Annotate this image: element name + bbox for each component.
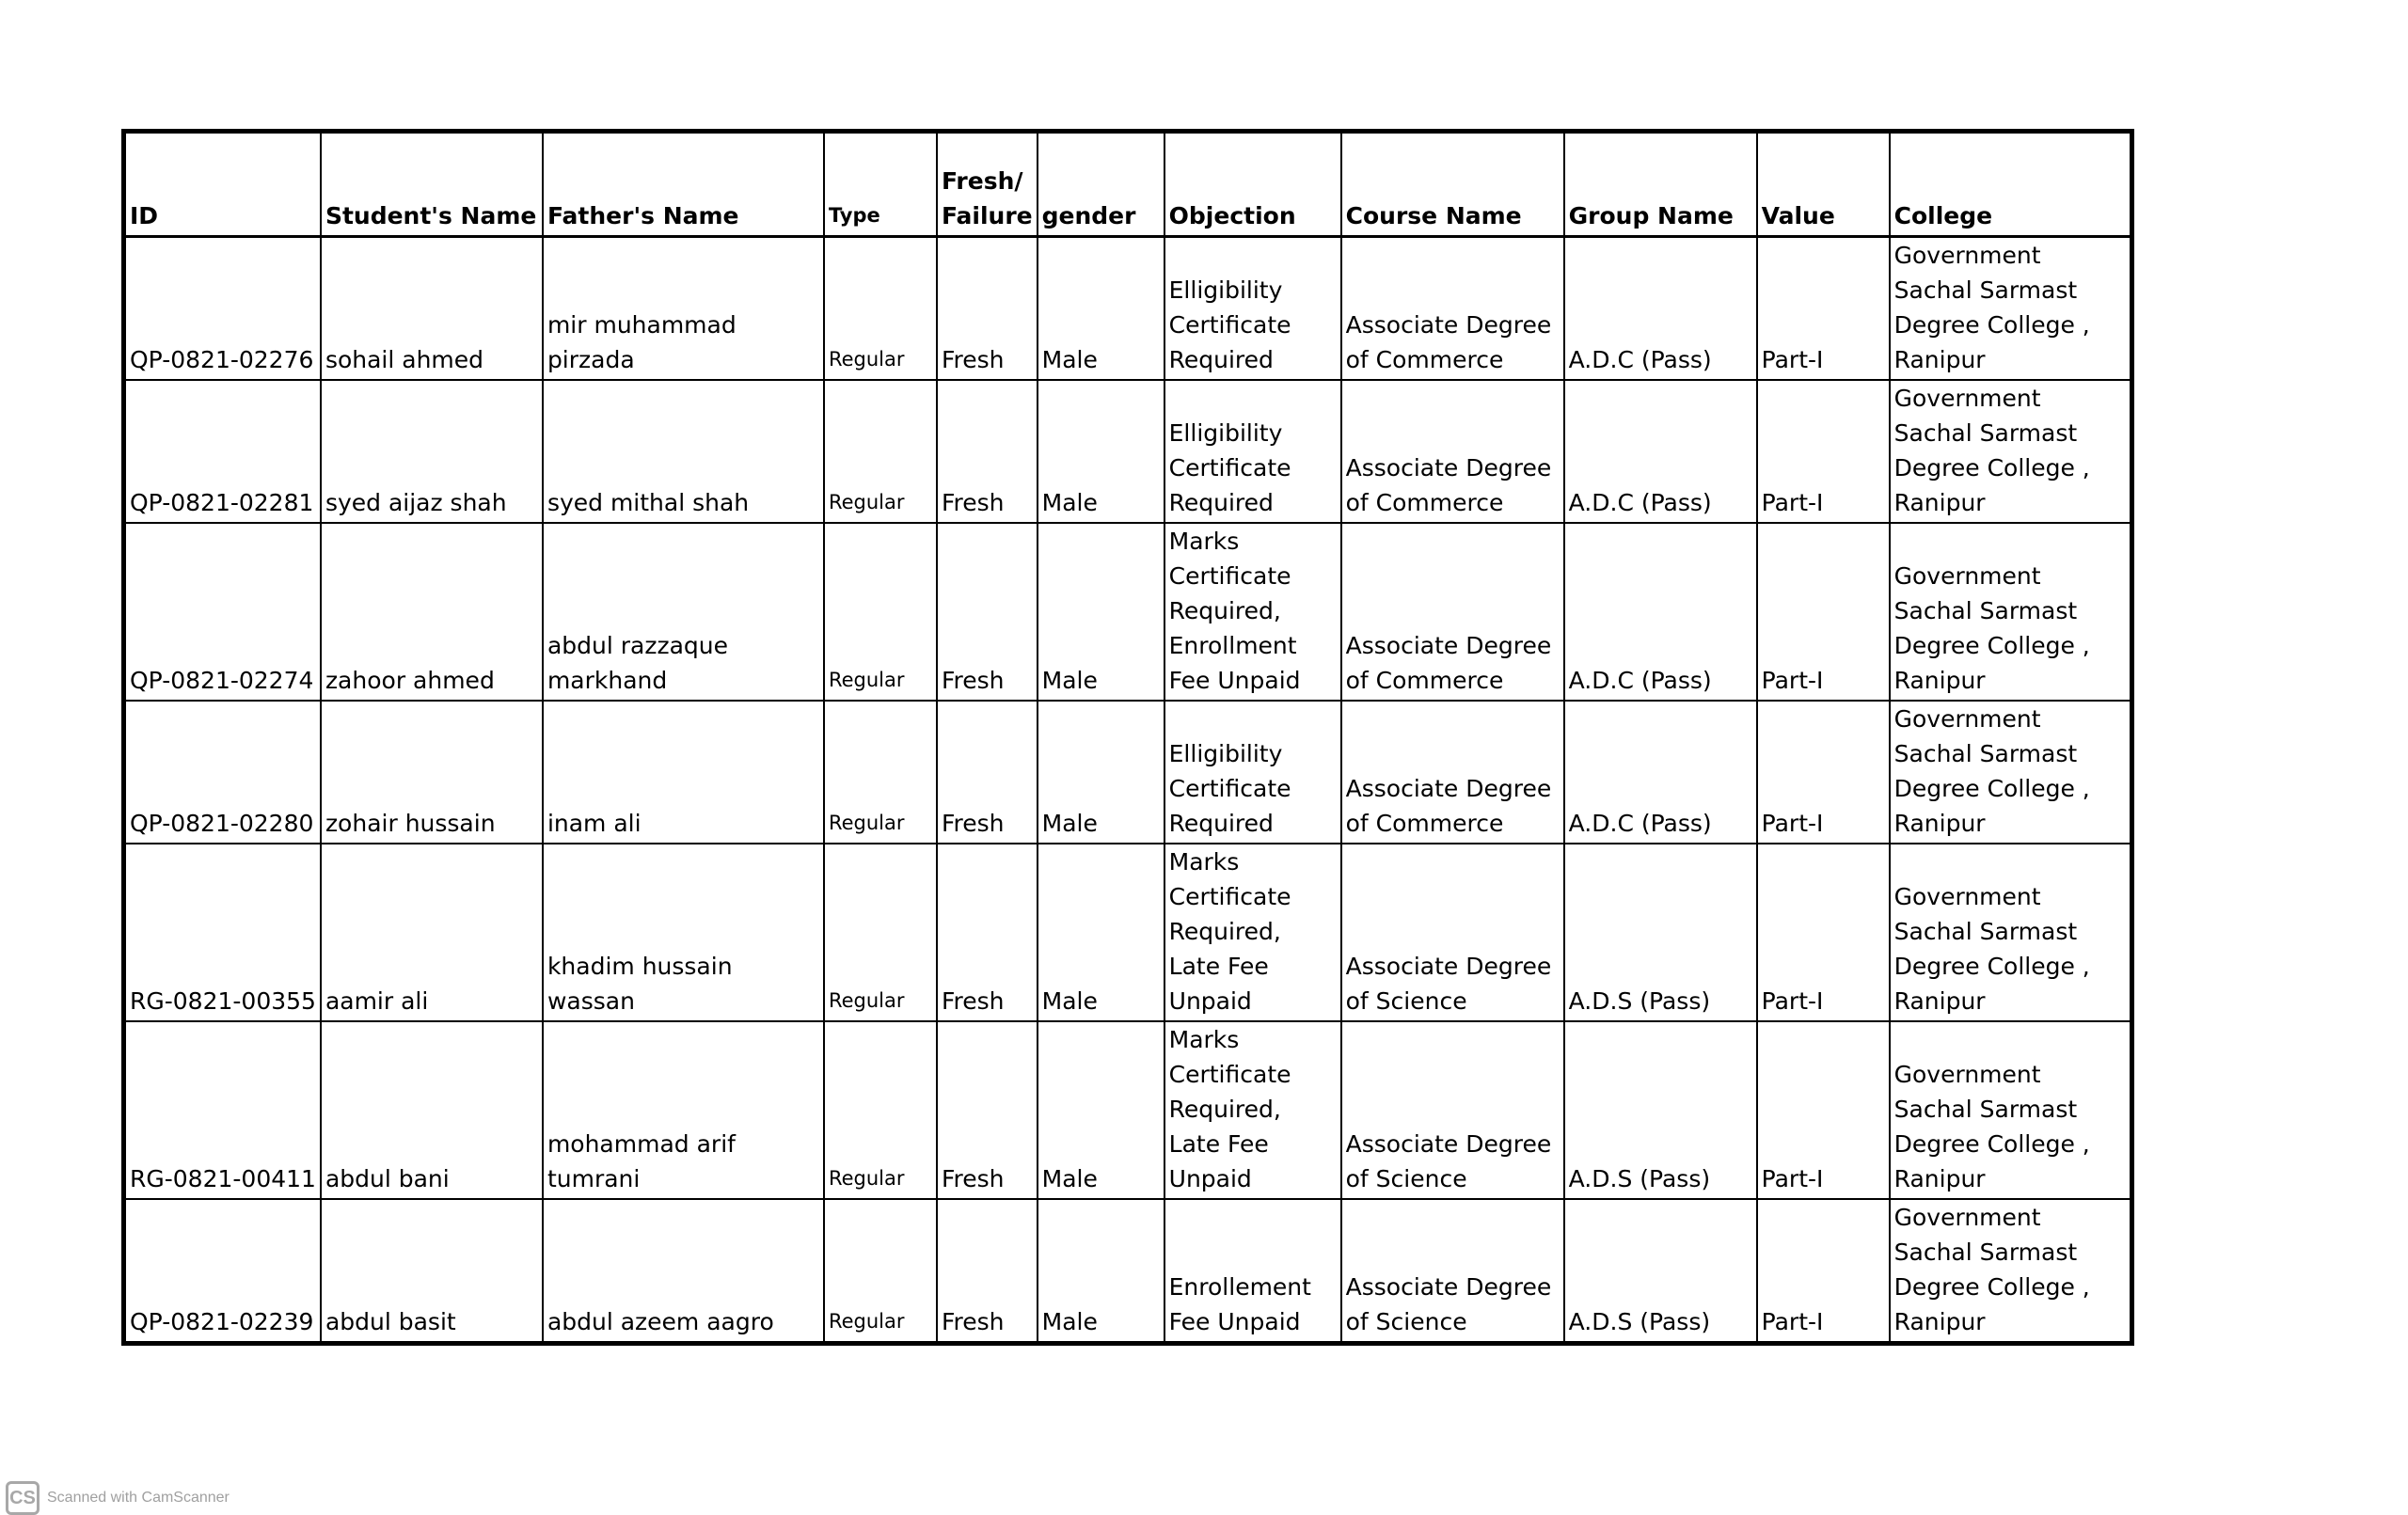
table-row [124, 380, 2132, 523]
cell-value: Part-I [1757, 380, 1890, 523]
cell-objection: Marks Certificate Required, Late Fee Unpaid [1164, 1021, 1341, 1199]
cell-group-name: A.D.C (Pass) [1564, 523, 1757, 701]
cell-value: Part-I [1757, 701, 1890, 844]
cell-student-name: zohair hussain [321, 701, 543, 844]
cell-college: Government Sachal Sarmast Degree College , Ranipur [1890, 237, 2132, 381]
cell-id: RG-0821-00411 [124, 1021, 321, 1199]
cell-fresh-failure: Fresh [937, 701, 1038, 844]
cell-student-name: sohail ahmed [321, 237, 543, 381]
cell-objection: Elligibility Certificate Required [1164, 237, 1341, 381]
cell-gender: Male [1038, 1199, 1164, 1344]
table-row [124, 1021, 2132, 1199]
header-student-name: Student's Name [321, 132, 543, 237]
table-row [124, 523, 2132, 701]
cell-father-name: syed mithal shah [543, 380, 824, 523]
cell-course-name: Associate Degree of Commerce [1341, 380, 1564, 523]
header-objection: Objection [1164, 132, 1341, 237]
header-value: Value [1757, 132, 1890, 237]
camscanner-logo-icon: CS [6, 1481, 40, 1515]
header-father-name: Father's Name [543, 132, 824, 237]
cell-college: Government Sachal Sarmast Degree College , Ranipur [1890, 380, 2132, 523]
cell-father-name: mohammad arif tumrani [543, 1021, 824, 1199]
cell-group-name: A.D.C (Pass) [1564, 237, 1757, 381]
cell-id: RG-0821-00355 [124, 844, 321, 1021]
cell-id: QP-0821-02276 [124, 237, 321, 381]
cell-fresh-failure: Fresh [937, 380, 1038, 523]
cell-value: Part-I [1757, 1021, 1890, 1199]
cell-course-name: Associate Degree of Science [1341, 1199, 1564, 1344]
cell-id: QP-0821-02274 [124, 523, 321, 701]
cell-id: QP-0821-02280 [124, 701, 321, 844]
cell-college: Government Sachal Sarmast Degree College , Ranipur [1890, 1021, 2132, 1199]
header-id: ID [124, 132, 321, 237]
cell-group-name: A.D.C (Pass) [1564, 701, 1757, 844]
cell-objection: Marks Certificate Required, Enrollment Fee Unpaid [1164, 523, 1341, 701]
cell-gender: Male [1038, 237, 1164, 381]
cell-fresh-failure: Fresh [937, 1199, 1038, 1344]
cell-group-name: A.D.S (Pass) [1564, 1021, 1757, 1199]
cell-value: Part-I [1757, 1199, 1890, 1344]
header-type: Type [824, 132, 937, 237]
cell-student-name: aamir ali [321, 844, 543, 1021]
cell-father-name: abdul razzaque markhand [543, 523, 824, 701]
cell-id: QP-0821-02281 [124, 380, 321, 523]
table-row [124, 844, 2132, 1021]
cell-type: Regular [824, 844, 937, 1021]
student-objection-table [121, 129, 2134, 1346]
cell-student-name: abdul basit [321, 1199, 543, 1344]
cell-id: QP-0821-02239 [124, 1199, 321, 1344]
cell-course-name: Associate Degree of Commerce [1341, 523, 1564, 701]
header-fresh-failure: Fresh/ Failure [937, 132, 1038, 237]
cell-college: Government Sachal Sarmast Degree College , Ranipur [1890, 701, 2132, 844]
cell-group-name: A.D.C (Pass) [1564, 380, 1757, 523]
cell-type: Regular [824, 380, 937, 523]
cell-group-name: A.D.S (Pass) [1564, 844, 1757, 1021]
cell-objection: Elligibility Certificate Required [1164, 701, 1341, 844]
cell-course-name: Associate Degree of Commerce [1341, 237, 1564, 381]
cell-father-name: abdul azeem aagro [543, 1199, 824, 1344]
header-course-name: Course Name [1341, 132, 1564, 237]
cell-type: Regular [824, 237, 937, 381]
cell-student-name: zahoor ahmed [321, 523, 543, 701]
cell-course-name: Associate Degree of Commerce [1341, 701, 1564, 844]
cell-objection: Marks Certificate Required, Late Fee Unpaid [1164, 844, 1341, 1021]
cell-college: Government Sachal Sarmast Degree College , Ranipur [1890, 844, 2132, 1021]
cell-college: Government Sachal Sarmast Degree College , Ranipur [1890, 1199, 2132, 1344]
table-row [124, 237, 2132, 381]
table-row [124, 1199, 2132, 1344]
cell-fresh-failure: Fresh [937, 844, 1038, 1021]
cell-objection: Elligibility Certificate Required [1164, 380, 1341, 523]
cell-gender: Male [1038, 380, 1164, 523]
cell-gender: Male [1038, 701, 1164, 844]
cell-objection: Enrollement Fee Unpaid [1164, 1199, 1341, 1344]
cell-course-name: Associate Degree of Science [1341, 1021, 1564, 1199]
cell-type: Regular [824, 1199, 937, 1344]
header-group-name: Group Name [1564, 132, 1757, 237]
camscanner-watermark [6, 1481, 230, 1515]
cell-course-name: Associate Degree of Science [1341, 844, 1564, 1021]
cell-father-name: inam ali [543, 701, 824, 844]
cell-fresh-failure: Fresh [937, 1021, 1038, 1199]
cell-fresh-failure: Fresh [937, 237, 1038, 381]
header-gender: gender [1038, 132, 1164, 237]
cell-group-name: A.D.S (Pass) [1564, 1199, 1757, 1344]
watermark-text: Scanned with CamScanner [47, 1490, 230, 1506]
cell-gender: Male [1038, 1021, 1164, 1199]
cell-type: Regular [824, 701, 937, 844]
cell-student-name: syed aijaz shah [321, 380, 543, 523]
cell-value: Part-I [1757, 844, 1890, 1021]
cell-college: Government Sachal Sarmast Degree College , Ranipur [1890, 523, 2132, 701]
cell-type: Regular [824, 523, 937, 701]
cell-gender: Male [1038, 844, 1164, 1021]
cell-gender: Male [1038, 523, 1164, 701]
cell-value: Part-I [1757, 523, 1890, 701]
cell-fresh-failure: Fresh [937, 523, 1038, 701]
cell-student-name: abdul bani [321, 1021, 543, 1199]
header-row [124, 132, 2132, 237]
cell-father-name: mir muhammad pirzada [543, 237, 824, 381]
cell-type: Regular [824, 1021, 937, 1199]
cell-father-name: khadim hussain wassan [543, 844, 824, 1021]
table-row [124, 701, 2132, 844]
cell-value: Part-I [1757, 237, 1890, 381]
header-college: College [1890, 132, 2132, 237]
